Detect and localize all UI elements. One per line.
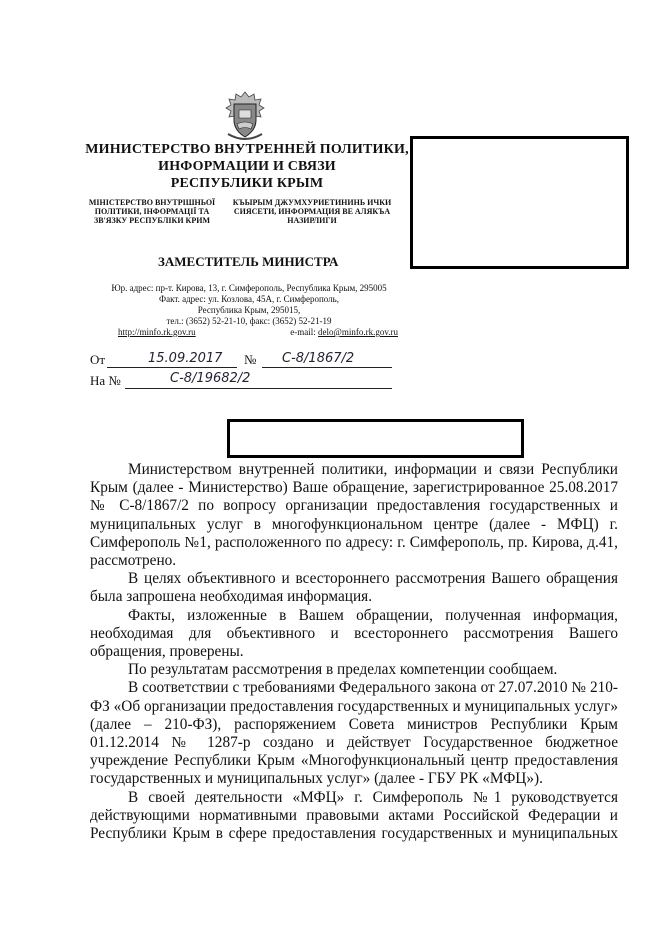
organization-title [82, 141, 412, 192]
email-link[interactable]: delo@minfo.rk.gov.ru [318, 327, 398, 337]
legal-address: Юр. адрес: пр-т. Кирова, 13, г. Симферополь, Республика Крым, 295005 [111, 283, 387, 293]
org-title-line: МИНИСТЕРСТВО ВНУТРЕННЕЙ ПОЛИТИКИ, [85, 142, 409, 157]
date-underline [107, 367, 237, 368]
organization-title-ukrainian: МІНІСТЕРСТВО ВНУТРІШНЬОЇ ПОЛІТИКИ, ІНФОРМАЦІЇ ТА ЗВ'ЯЗКУ РЕСПУБЛІКИ КРИМ [88, 198, 216, 225]
outgoing-date: 15.09.2017 [148, 351, 223, 366]
paragraph: В целях объективного и всестороннего рассмотрения Вашего обращения была запрошена необходимая информация. [90, 570, 618, 606]
redacted-addressee [410, 136, 629, 269]
reply-label: На № [90, 373, 121, 388]
from-label: От [90, 352, 106, 367]
letter-body [90, 461, 618, 843]
actual-address: Факт. адрес: ул. Козлова, 45А, г. Симферополь, [158, 294, 340, 304]
paragraph: По результатам рассмотрения в пределах компетенции сообщаем. [128, 661, 558, 679]
deputy-minister-heading: ЗАМЕСТИТЕЛЬ МИНИСТРА [158, 254, 339, 269]
outgoing-number: С-8/1867/2 [282, 351, 355, 366]
number-label: № [244, 352, 257, 367]
paragraph: В соответствии с требованиями Федерального закона от 27.07.2010 № 210-ФЗ «Об организации предоставления государственных и муниципальных услуг» (далее – 210-ФЗ), распоряжением Совета министров Республики Крым 01.12.2014 № 1287-р создано и действует Государственное бюджетное учреждение Республики Крым «Многофункциональный центр предоставления государственных и муниципальных услуг» (далее - ГБУ РК «МФЦ»). [90, 679, 618, 788]
coat-of-arms-emblem [222, 90, 268, 142]
reply-underline [125, 388, 392, 389]
redacted-salutation [227, 419, 524, 458]
actual-address-line2: Республика Крым, 295015, [197, 305, 301, 315]
reply-number: С-8/19682/2 [170, 371, 251, 386]
email-label: e-mail: [290, 327, 316, 337]
website-link[interactable]: http://minfo.rk.gov.ru [118, 327, 196, 337]
org-title-line: ИНФОРМАЦИИ И СВЯЗИ [158, 159, 336, 174]
paragraph: Министерством внутренней политики, информации и связи Республики Крым (далее - Министерство) Ваше обращение, зарегистрированное 25.08.2017 № С-8/1867/2 по вопросу организации предоставления государственных и муниципальных услуг в многофункциональном центре (далее - МФЦ) г. Симферополь №1, расположенного по адресу: г. Симферополь, пр. Кирова, д.41, рассмотрено. [90, 461, 618, 570]
org-title-line: РЕСПУБЛИКИ КРЫМ [170, 176, 324, 191]
outgoing-reference [90, 352, 105, 368]
paragraph: Факты, изложенные в Вашем обращении, полученная информация, необходимая для объективного и всестороннего рассмотрения Вашего обращения, проверены. [90, 606, 618, 661]
address-block [88, 283, 410, 338]
phone-fax: тел.: (3652) 52-21-10, факс: (3652) 52-21-19 [166, 316, 332, 326]
organization-title-crimean-tatar: КЪЫРЫМ ДЖУМХУРИЕТИНИНЬ ИЧКИ СИЯСЕТИ, ИНФОРМАЦИЯ ВЕ АЛЯКЪА НАЗИРЛИГИ [232, 198, 392, 225]
paragraph: В своей деятельности «МФЦ» г. Симферополь №1 руководствуется действующими нормативными правовыми актами Российской Федерации и Республики Крым в сфере предоставления государственных и муниципальных [90, 788, 618, 843]
number-underline [262, 367, 392, 368]
